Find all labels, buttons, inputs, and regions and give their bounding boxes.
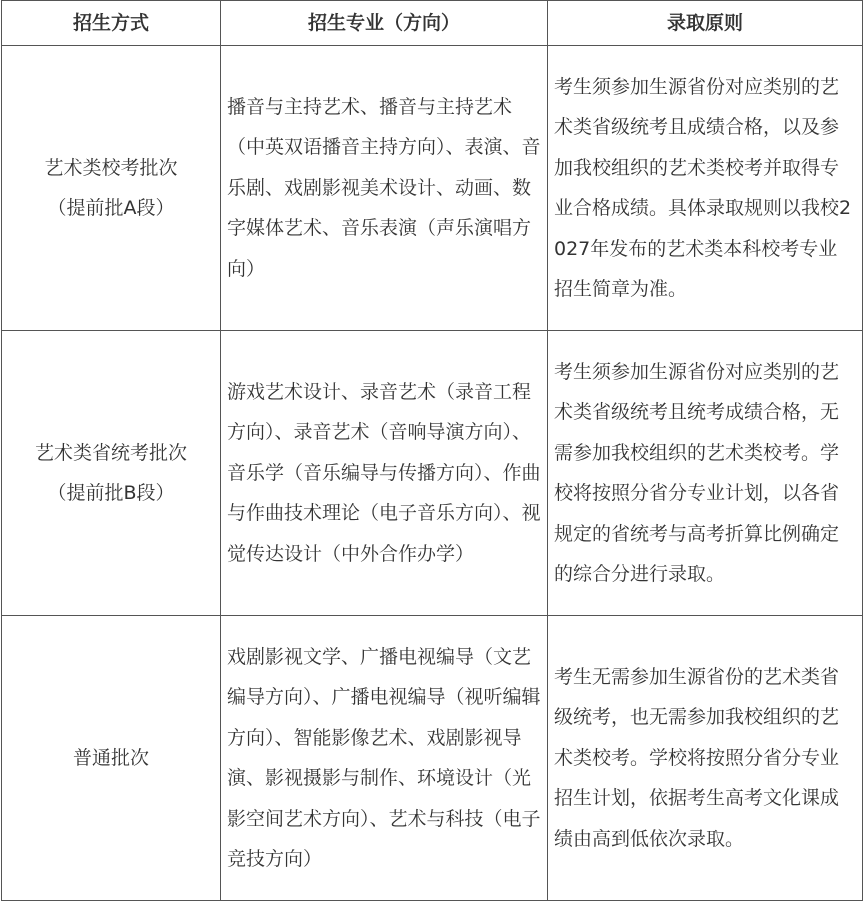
majors-cell: 戏剧影视文学、广播电视编导（文艺编导方向）、广播电视编导（视听编辑方向）、智能影像艺术、戏剧影视导演、影视摄影与制作、环境设计（光影空间艺术方向）、艺术与科技（电子竞技方向） (221, 616, 548, 901)
method-name: 艺术类省统考批次 (34, 441, 187, 464)
table-row (2, 331, 863, 616)
table-row (2, 616, 863, 901)
method-batch: （提前批A段） (47, 197, 175, 219)
method-cell (2, 331, 221, 616)
method-cell (2, 46, 221, 331)
table-header-row (2, 1, 863, 46)
header-method: 招生方式 (2, 1, 221, 46)
method-batch: （提前批B段） (47, 482, 175, 504)
header-rule: 录取原则 (548, 1, 863, 46)
rule-cell: 考生须参加生源省份对应类别的艺术类省级统考且统考成绩合格，无需参加我校组织的艺术类校考。学校将按照分省分专业计划，以各省规定的省统考与高考折算比例确定的综合分进行录取。 (548, 331, 863, 616)
rule-cell: 考生须参加生源省份对应类别的艺术类省级统考且成绩合格，以及参加我校组织的艺术类校考并取得专业合格成绩。具体录取规则以我校2027年发布的艺术类本科校考专业招生简章为准。 (548, 46, 863, 331)
admission-table (1, 0, 863, 901)
method-cell (2, 616, 221, 901)
header-majors: 招生专业（方向） (221, 1, 548, 46)
method-name: 艺术类校考批次 (44, 156, 178, 179)
rule-cell: 考生无需参加生源省份的艺术类省级统考，也无需参加我校组织的艺术类校考。学校将按照分省分专业招生计划，依据考生高考文化课成绩由高到低依次录取。 (548, 616, 863, 901)
table-row (2, 46, 863, 331)
method-name: 普通批次 (72, 746, 149, 769)
majors-cell: 播音与主持艺术、播音与主持艺术（中英双语播音主持方向）、表演、音乐剧、戏剧影视美术设计、动画、数字媒体艺术、音乐表演（声乐演唱方向） (221, 46, 548, 331)
majors-cell: 游戏艺术设计、录音艺术（录音工程方向）、录音艺术（音响导演方向）、音乐学（音乐编导与传播方向）、作曲与作曲技术理论（电子音乐方向）、视觉传达设计（中外合作办学） (221, 331, 548, 616)
